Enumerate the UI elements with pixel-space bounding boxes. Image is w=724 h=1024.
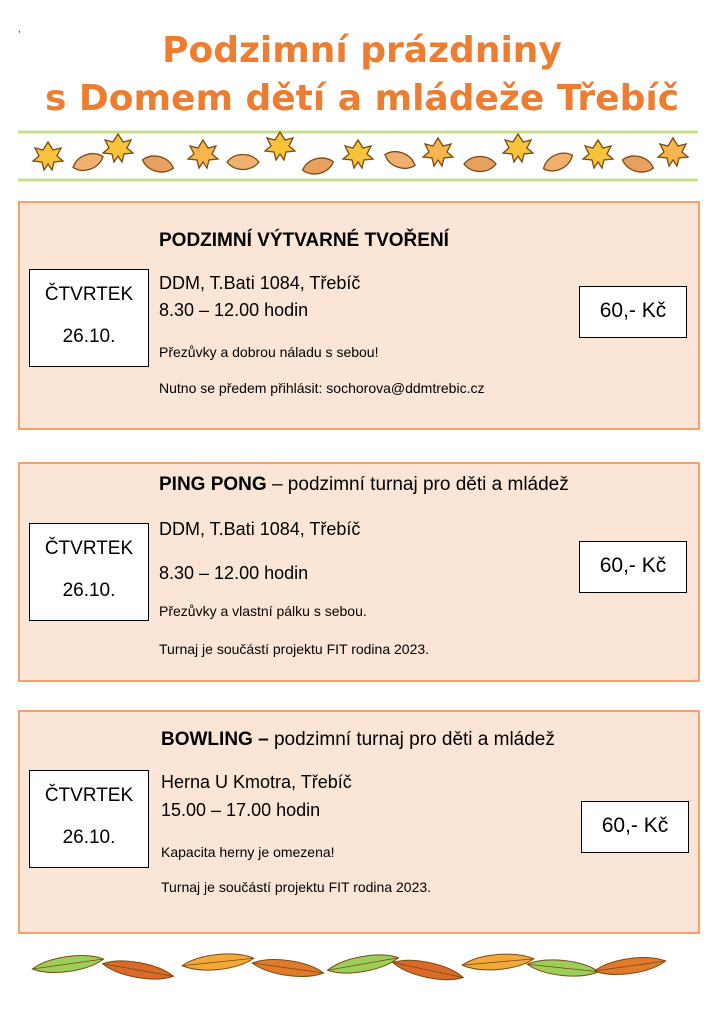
autumn-leaves-banner-top-icon <box>18 124 698 190</box>
event-note: Turnaj je součástí projektu FIT rodina 2023. <box>159 641 430 657</box>
event-date: 26.10. <box>62 827 116 848</box>
event-time: 8.30 – 12.00 hodin <box>159 300 309 320</box>
stray-mark: , <box>18 24 21 34</box>
price-box: 60,- Kč <box>579 286 687 338</box>
event-date: 26.10. <box>62 580 116 601</box>
event-place: Herna U Kmotra, Třebíč <box>161 772 352 792</box>
event-day: ČTVRTEK <box>44 284 134 305</box>
event-note: Turnaj je součástí projektu FIT rodina 2023. <box>161 879 432 895</box>
event-card-art <box>18 201 700 430</box>
event-note: Kapacita herny je omezena! <box>161 844 335 860</box>
date-box <box>29 269 149 367</box>
event-name: PODZIMNÍ VÝTVARNÉ TVOŘENÍ <box>159 230 449 251</box>
price-box: 60,- Kč <box>579 541 687 593</box>
event-card-bowling <box>18 710 700 934</box>
event-subtitle: – podzimní turnaj pro děti a mládež <box>266 474 569 495</box>
event-card-ping-pong <box>18 462 700 682</box>
event-name: BOWLING – <box>161 729 269 750</box>
price-box: 60,- Kč <box>581 801 689 853</box>
page-title-line1: Podzimní prázdniny <box>162 30 562 71</box>
event-day: ČTVRTEK <box>44 538 134 559</box>
event-time: 15.00 – 17.00 hodin <box>161 800 321 820</box>
autumn-leaves-banner-bottom-icon <box>18 944 698 990</box>
event-subtitle: podzimní turnaj pro děti a mládež <box>268 729 555 750</box>
event-place: DDM, T.Bati 1084, Třebíč <box>159 273 361 293</box>
date-box <box>29 770 149 868</box>
event-place: DDM, T.Bati 1084, Třebíč <box>159 519 361 539</box>
event-time: 8.30 – 12.00 hodin <box>159 563 309 583</box>
event-date: 26.10. <box>62 326 116 347</box>
date-box <box>29 523 149 621</box>
event-name: PING PONG <box>159 474 267 495</box>
page-title-line2: s Domem dětí a mládeže Třebíč <box>44 78 680 119</box>
event-note: Přezůvky a dobrou náladu s sebou! <box>159 344 379 360</box>
event-note: Přezůvky a vlastní pálku s sebou. <box>159 603 367 619</box>
event-note: Nutno se předem přihlásit: sochorova@ddmtrebic.cz <box>159 380 485 396</box>
event-day: ČTVRTEK <box>44 785 134 806</box>
